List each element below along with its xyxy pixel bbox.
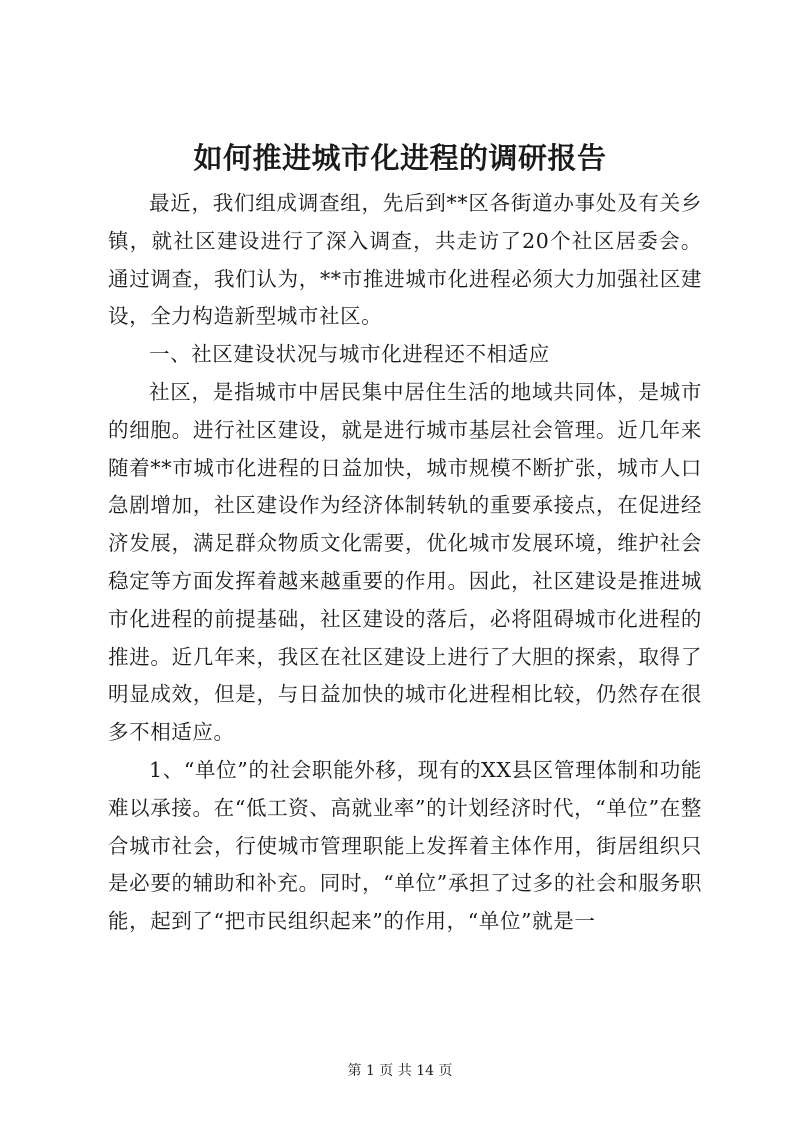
section-heading-1: 一、社区建设状况与城市化进程还不相适应 xyxy=(149,342,550,367)
document-title: 如何推进城市化进程的调研报告 xyxy=(193,141,607,175)
paragraph-community-definition: 社区，是指城市中居民集中居住生活的地域共同体，是城市的细胞。进行社区建设，就是进行城市基层社会管理。近几年来随着**市城市化进程的日益加快，城市规模不断扩张，城市人口急剧增加，社区建设作为经济体制转轨的重要承接点，在促进经济发展，满足群众物质文化需要，优化城市发展环境，维护社会稳定等方面发挥着越来越重要的作用。因此，社区建设是推进城市化进程的前提基础，社区建设的落后，必将阻碍城市化进程的推进。近几年来，我区在社区建设上进行了大胆的探索，取得了明显成效，但是，与日益加快的城市化进程相比较，仍然存在很多不相适应。 xyxy=(108,379,702,745)
document-body xyxy=(108,185,702,941)
paragraph-intro: 最近，我们组成调查组，先后到**区各街道办事处及有关乡镇，就社区建设进行了深入调查，共走访了20个社区居委会。通过调查，我们认为，**市推进城市化进程必须大力加强社区建设，全力构造新型城市社区。 xyxy=(108,191,702,329)
page-footer: 第 1 页 共 14 页 xyxy=(347,1063,453,1079)
paragraph-point-1: 1、“单位”的社会职能外移，现有的XX县区管理体制和功能难以承接。在“低工资、高就业率”的计划经济时代，“单位”在整合城市社会，行使城市管理职能上发挥着主体作用，街居组织只是必要的辅助和补充。同时，“单位”承担了过多的社会和服务职能，起到了“把市民组织起来”的作用，“单位”就是一 xyxy=(108,757,702,934)
